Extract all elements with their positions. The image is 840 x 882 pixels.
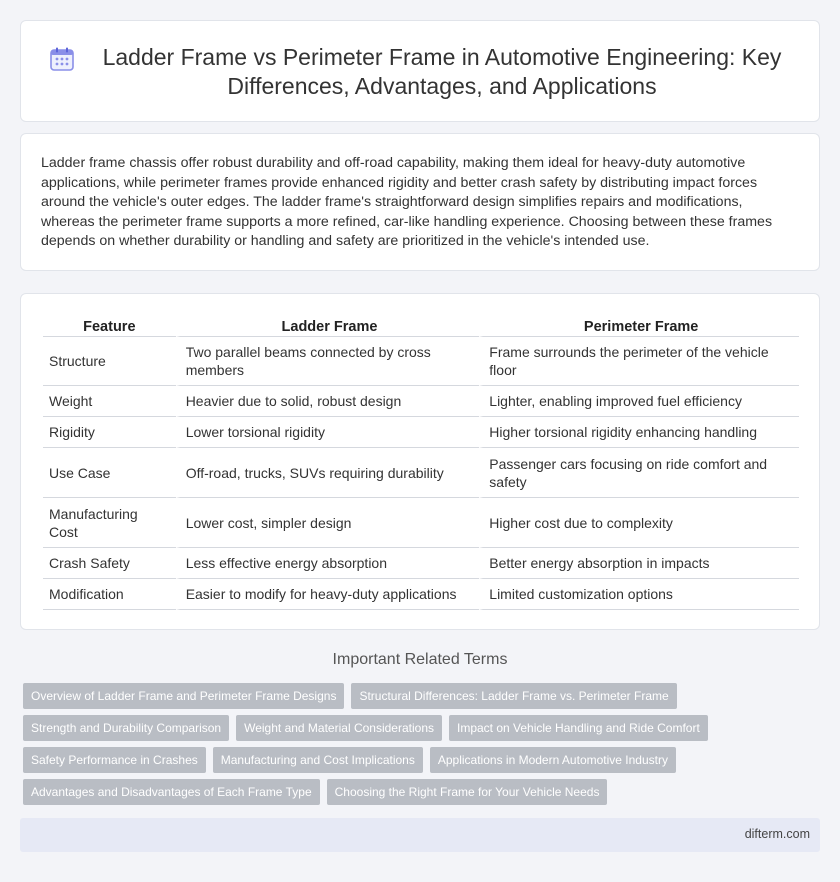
- feature-cell: Use Case: [43, 448, 176, 498]
- perimeter-cell: Better energy absorption in impacts: [479, 548, 799, 579]
- perimeter-cell: Lighter, enabling improved fuel efficiency: [479, 386, 799, 417]
- feature-cell: Modification: [43, 579, 176, 610]
- header-card: [20, 20, 820, 122]
- table-row: [43, 548, 799, 579]
- ladder-cell: Lower torsional rigidity: [176, 417, 480, 448]
- table-row: [43, 448, 799, 498]
- calendar-icon: [49, 46, 75, 72]
- ladder-cell: Easier to modify for heavy-duty applications: [176, 579, 480, 610]
- related-term-tag[interactable]: Impact on Vehicle Handling and Ride Comfort: [449, 715, 708, 741]
- table-row: [43, 579, 799, 610]
- header-feature: Feature: [43, 316, 176, 337]
- footer: [20, 818, 820, 852]
- tag-row: [23, 683, 813, 709]
- related-term-tag[interactable]: Safety Performance in Crashes: [23, 747, 206, 773]
- table-row: [43, 498, 799, 548]
- perimeter-cell: Passenger cars focusing on ride comfort and safety: [479, 448, 799, 498]
- table-row: [43, 337, 799, 386]
- intro-paragraph: Ladder frame chassis offer robust durability and off-road capability, making them ideal for heavy-duty automotive applications, while perimeter frames provide enhanced rigidity and better crash safety by distributing impact forces around the vehicle's outer edges. The ladder frame's straightforward design simplifies repairs and modifications, whereas the perimeter frame supports a more refined, car-like handling experience. Choosing between these frames depends on whether durability or handling and safety are prioritized in the vehicle's intended use.: [41, 155, 773, 250]
- related-term-tag[interactable]: Strength and Durability Comparison: [23, 715, 229, 741]
- table-row: [43, 417, 799, 448]
- tag-row: [23, 779, 813, 805]
- comparison-table-card: [20, 293, 820, 630]
- header-ladder-frame: Ladder Frame: [176, 316, 480, 337]
- tag-row: [23, 747, 813, 773]
- perimeter-cell: Higher torsional rigidity enhancing handling: [479, 417, 799, 448]
- ladder-cell: Off-road, trucks, SUVs requiring durability: [176, 448, 480, 498]
- ladder-cell: Two parallel beams connected by cross members: [176, 337, 480, 386]
- related-term-tag[interactable]: Advantages and Disadvantages of Each Frame Type: [23, 779, 320, 805]
- ladder-cell: Less effective energy absorption: [176, 548, 480, 579]
- related-term-tag[interactable]: Manufacturing and Cost Implications: [213, 747, 423, 773]
- related-term-tag[interactable]: Overview of Ladder Frame and Perimeter Frame Designs: [23, 683, 344, 709]
- perimeter-cell: Higher cost due to complexity: [479, 498, 799, 548]
- feature-cell: Crash Safety: [43, 548, 176, 579]
- intro-card: [20, 133, 820, 271]
- related-terms-title: Important Related Terms: [332, 651, 508, 668]
- perimeter-cell: Limited customization options: [479, 579, 799, 610]
- page-title: Ladder Frame vs Perimeter Frame in Automotive Engineering: Key Differences, Advantages, and Applications: [102, 44, 782, 99]
- table-row: [43, 386, 799, 417]
- feature-cell: Rigidity: [43, 417, 176, 448]
- related-term-tag[interactable]: Weight and Material Considerations: [236, 715, 442, 741]
- ladder-cell: Lower cost, simpler design: [176, 498, 480, 548]
- table-header-row: [43, 316, 799, 337]
- header-perimeter-frame: Perimeter Frame: [479, 316, 799, 337]
- comparison-table: [43, 316, 799, 610]
- feature-cell: Manufacturing Cost: [43, 498, 176, 548]
- feature-cell: Weight: [43, 386, 176, 417]
- perimeter-cell: Frame surrounds the perimeter of the vehicle floor: [479, 337, 799, 386]
- tag-row: [23, 715, 813, 741]
- related-term-tag[interactable]: Choosing the Right Frame for Your Vehicle Needs: [327, 779, 608, 805]
- related-terms-tags: [23, 683, 813, 811]
- related-term-tag[interactable]: Structural Differences: Ladder Frame vs. Perimeter Frame: [351, 683, 676, 709]
- related-term-tag[interactable]: Applications in Modern Automotive Industry: [430, 747, 676, 773]
- feature-cell: Structure: [43, 337, 176, 386]
- footer-site-link[interactable]: difterm.com: [744, 827, 810, 841]
- ladder-cell: Heavier due to solid, robust design: [176, 386, 480, 417]
